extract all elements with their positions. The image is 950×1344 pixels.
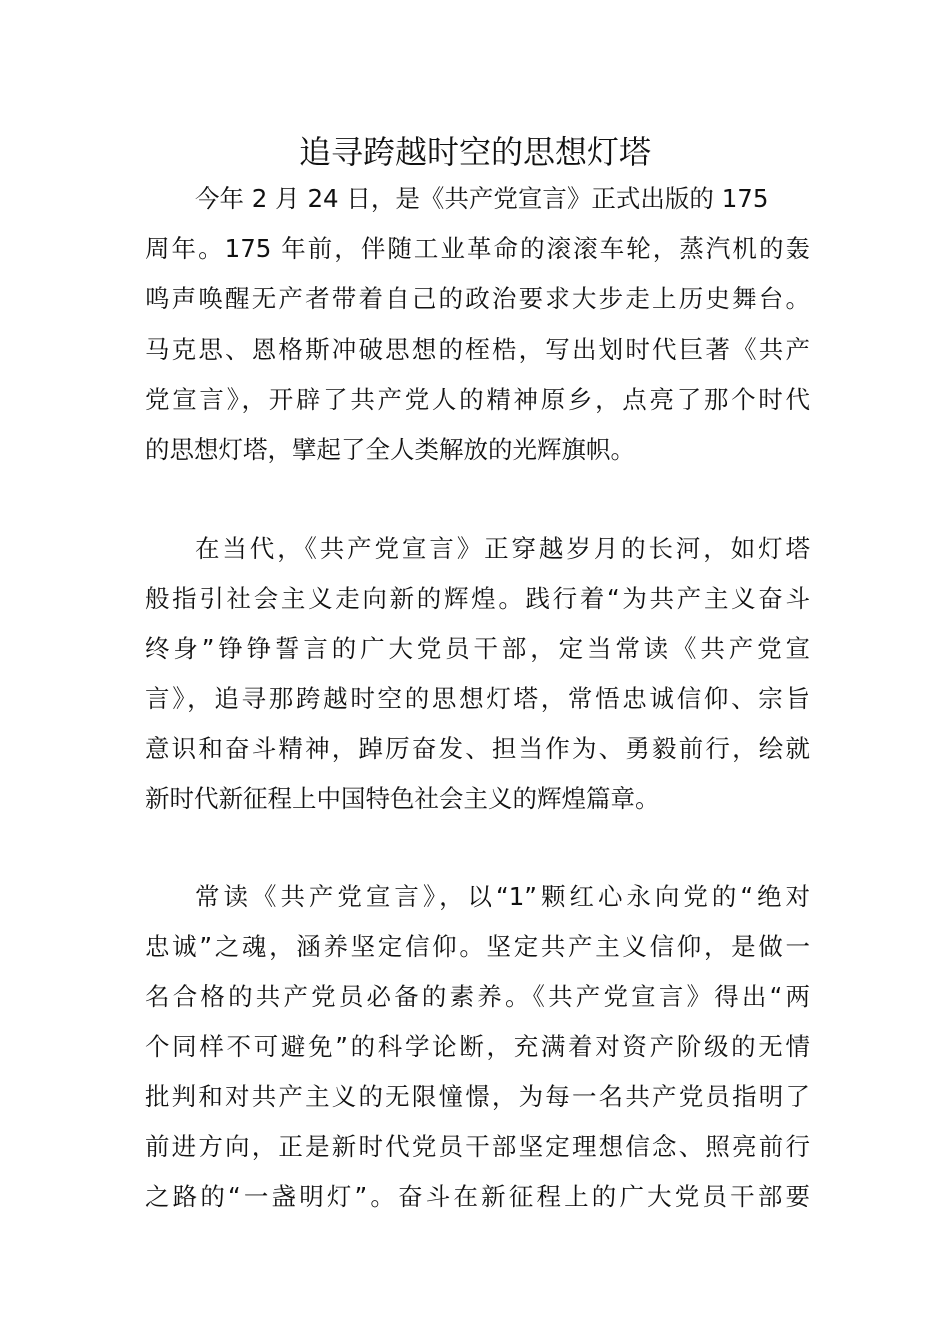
paragraph-line: 终身”铮铮誓言的广大党员干部，定当常读《共产党宣 xyxy=(145,634,810,663)
paragraph-line: 常读《共产党宣言》，以“1”颗红心永向党的“绝对 xyxy=(195,882,810,911)
paragraph-line: 批判和对共产主义的无限憧憬，为每一名共产党员指明了 xyxy=(145,1082,810,1111)
paragraph-line: 周年。175 年前，伴随工业革命的滚滚车轮，蒸汽机的轰 xyxy=(145,234,810,263)
paragraph-line: 前进方向，正是新时代党员干部坚定理想信念、照亮前行 xyxy=(145,1132,810,1161)
paragraph-line: 意识和奋斗精神，踔厉奋发、担当作为、勇毅前行，绘就 xyxy=(145,734,810,763)
paragraph-line: 名合格的共产党员必备的素养。《共产党宣言》得出“两 xyxy=(145,982,810,1011)
paragraph-line: 的思想灯塔，擘起了全人类解放的光辉旗帜。 xyxy=(145,435,635,464)
paragraph-line: 马克思、恩格斯冲破思想的桎梏，写出划时代巨著《共产 xyxy=(145,335,810,364)
paragraph-line: 新时代新征程上中国特色社会主义的辉煌篇章。 xyxy=(145,784,660,813)
paragraph-line: 在当代，《共产党宣言》正穿越岁月的长河，如灯塔 xyxy=(195,534,810,563)
paragraph-line: 言》，追寻那跨越时空的思想灯塔，常悟忠诚信仰、宗旨 xyxy=(145,684,810,713)
paragraph-line: 党宣言》，开辟了共产党人的精神原乡，点亮了那个时代 xyxy=(145,385,810,414)
document-title: 追寻跨越时空的思想灯塔 xyxy=(298,133,651,171)
paragraph-line: 今年 2 月 24 日，是《共产党宣言》正式出版的 175 xyxy=(195,184,769,213)
paragraph-line: 个同样不可避免”的科学论断，充满着对资产阶级的无情 xyxy=(145,1032,810,1061)
paragraph-line: 鸣声唤醒无产者带着自己的政治要求大步走上历史舞台。 xyxy=(145,284,810,313)
paragraph-line: 般指引社会主义走向新的辉煌。践行着“为共产主义奋斗 xyxy=(145,584,810,613)
paragraph-line: 忠诚”之魂，涵养坚定信仰。坚定共产主义信仰，是做一 xyxy=(145,932,810,961)
paragraph-line: 之路的“一盏明灯”。奋斗在新征程上的广大党员干部要 xyxy=(145,1182,810,1211)
